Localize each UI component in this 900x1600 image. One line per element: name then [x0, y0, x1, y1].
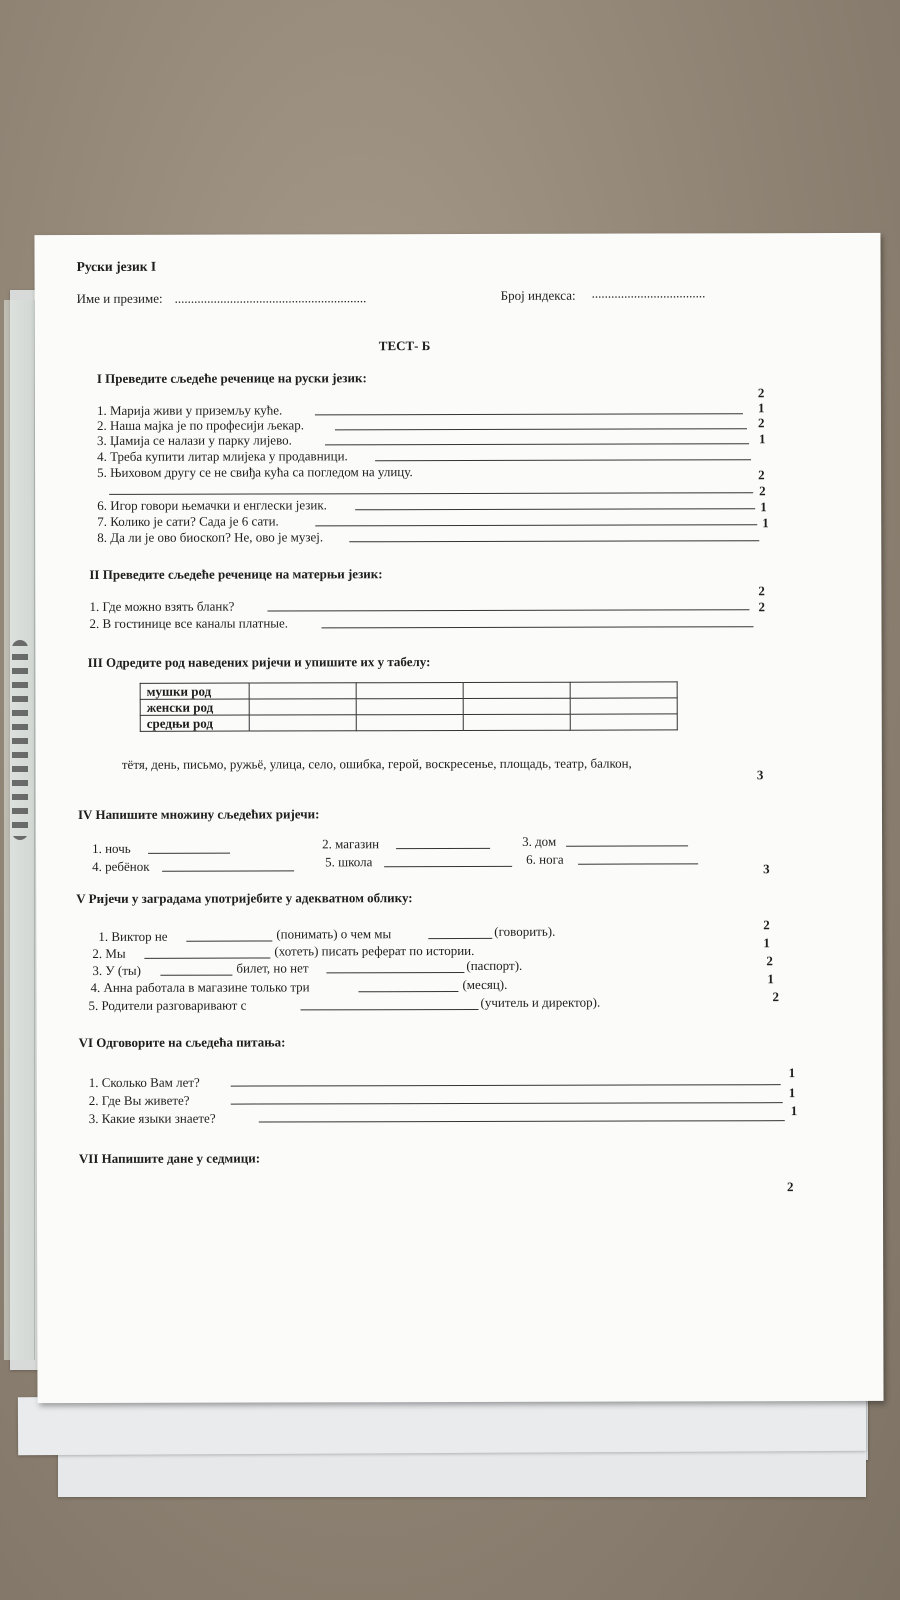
s1-answer-line-6[interactable]	[355, 508, 755, 510]
s6-item-2: 2. Где Вы живете?	[88, 1092, 190, 1108]
test-title: ТЕСТ- Б	[378, 338, 431, 354]
s5-score-3: 2	[766, 953, 773, 969]
test-page	[34, 233, 883, 1403]
row-label-neuter: средњи род	[140, 715, 249, 731]
s1-answer-line-1[interactable]	[315, 413, 743, 415]
s4-item-1: 1. ночь	[92, 840, 131, 856]
s4-item-5: 5. школа	[325, 854, 373, 870]
s4-answer-line-6[interactable]	[578, 863, 698, 864]
s6-answer-line-2[interactable]	[231, 1102, 783, 1104]
s6-answer-line-3[interactable]	[259, 1120, 785, 1122]
s2-score-1: 2	[758, 583, 765, 599]
s5-blank-3a[interactable]	[160, 975, 232, 976]
s1-answer-line-2[interactable]	[335, 428, 747, 430]
section-7-heading: VII Напишите дане у седмици:	[78, 1150, 261, 1166]
section-5-heading: V Ријечи у заградама употријебите у адекватном облику:	[76, 890, 413, 907]
s5-line-3-mid: билет, но нет	[236, 960, 309, 976]
table-cell[interactable]	[249, 715, 356, 731]
s4-answer-line-5[interactable]	[384, 866, 512, 867]
s5-line-4-end: (месяц).	[462, 976, 508, 992]
s1-item-7: 7. Колико је сати? Сада је 6 сати.	[97, 513, 279, 529]
table-row	[140, 682, 677, 699]
table-cell[interactable]	[463, 682, 570, 698]
s5-line-5-end: (учитель и директор).	[480, 994, 601, 1010]
s1-score-4: 1	[758, 431, 766, 447]
s1-item-3: 3. Џамија се налази у парку лијево.	[96, 432, 292, 448]
s1-score-6: 2	[759, 483, 766, 499]
s6-score-2: 1	[788, 1085, 796, 1101]
s1-score-1: 2	[757, 385, 765, 401]
s6-score-1: 1	[788, 1065, 796, 1081]
s2-item-1: 1. Где можно взять бланк?	[89, 598, 235, 614]
s5-line-4-start: 4. Анна работала в магазине только три	[90, 979, 310, 995]
s1-score-5: 2	[758, 467, 765, 483]
table-cell[interactable]	[570, 698, 677, 714]
s2-score-2: 2	[758, 599, 765, 615]
s5-blank-2[interactable]	[144, 957, 270, 958]
s5-blank-3b[interactable]	[326, 972, 464, 973]
course-title: Руски језик I	[76, 258, 157, 274]
section-1-heading: I Преведите сљедеће реченице на руски језик:	[96, 370, 367, 386]
s1-item-4: 4. Треба купити литар млијека у продавници.	[97, 448, 348, 464]
s4-item-2: 2. магазин	[322, 836, 380, 852]
binder-holes	[12, 640, 28, 840]
s5-blank-1b[interactable]	[428, 938, 492, 939]
s5-line-1-start: 1. Виктор не	[98, 928, 168, 944]
index-label: Број индекса:	[500, 287, 576, 303]
s5-blank-5[interactable]	[301, 1009, 479, 1010]
s4-answer-line-2[interactable]	[396, 848, 490, 849]
s5-line-5-start: 5. Родители разговаривают с	[88, 997, 247, 1013]
s4-answer-line-4[interactable]	[162, 870, 294, 871]
s4-score: 3	[763, 861, 770, 877]
table-cell[interactable]	[463, 698, 570, 714]
s5-line-3-start: 3. У (ты)	[92, 962, 141, 978]
s1-answer-line-5[interactable]	[109, 492, 753, 495]
row-label-masculine: мушки род	[140, 683, 249, 699]
table-cell[interactable]	[570, 682, 677, 698]
s6-item-3: 3. Какие языки знаете?	[88, 1110, 216, 1126]
name-field[interactable]: ...........................................................	[174, 290, 367, 306]
section-6-heading: VI Одговорите на сљедећа питања:	[78, 1034, 286, 1050]
section-4-heading: IV Напишите множину сљедећих ријечи:	[77, 806, 320, 822]
s5-score-4: 1	[767, 971, 774, 987]
s5-line-1-end: (говорить).	[494, 923, 556, 939]
table-cell[interactable]	[570, 714, 677, 730]
table-cell[interactable]	[463, 714, 570, 730]
s1-score-3: 2	[757, 415, 765, 431]
s1-item-8: 8. Да ли је ово биоскоп? Не, ово је музеј.	[97, 529, 324, 545]
s3-score: 3	[756, 767, 764, 783]
s6-item-1: 1. Сколько Вам лет?	[88, 1074, 200, 1090]
s6-answer-line-1[interactable]	[231, 1084, 781, 1086]
s7-score: 2	[786, 1179, 794, 1195]
s1-item-1: 1. Марија живи у приземљу куће.	[96, 402, 283, 418]
s5-blank-1a[interactable]	[186, 940, 272, 941]
word-list: тётя, день, письмо, ружьё, улица, село, ошибка, герой, воскресенье, площадь, театр, балкон,	[121, 755, 632, 772]
section-2-heading: II Преведите сљедеће реченице на матерњи језик:	[89, 566, 383, 582]
s5-score-5: 2	[772, 989, 779, 1005]
index-field[interactable]: ...................................	[591, 285, 706, 301]
s5-line-2-start: 2. Мы	[92, 945, 126, 961]
s5-blank-4[interactable]	[358, 991, 458, 992]
s1-score-2: 1	[757, 400, 765, 416]
name-label: Име и презиме:	[76, 290, 163, 306]
section-3-heading: III Одредите род наведених ријечи и упишите их у табелу:	[87, 654, 431, 670]
table-row	[140, 714, 677, 731]
s1-answer-line-7[interactable]	[315, 524, 757, 526]
s5-score-1: 2	[763, 917, 770, 933]
s1-item-2: 2. Наша мајка је по професији љекар.	[96, 417, 305, 433]
s2-answer-line-1[interactable]	[267, 609, 749, 611]
table-row	[140, 698, 677, 715]
s4-answer-line-1[interactable]	[148, 853, 230, 854]
row-label-feminine: женски род	[140, 699, 249, 715]
s4-item-3: 3. дом	[522, 833, 557, 849]
table-cell[interactable]	[356, 682, 463, 698]
table-cell[interactable]	[249, 683, 356, 699]
s1-item-6: 6. Игор говори њемачки и енглески језик.	[97, 497, 327, 513]
table-cell[interactable]	[356, 714, 463, 730]
gender-table	[140, 681, 678, 731]
s5-line-1-mid: (понимать) о чем мы	[276, 926, 392, 942]
s1-item-5: 5. Њиховом другу се не свиђа кућа са погледом на улицу.	[97, 464, 413, 480]
table-cell[interactable]	[356, 698, 463, 714]
s5-line-2-end: (хотеть) писать реферат по истории.	[274, 942, 475, 959]
table-cell[interactable]	[249, 699, 356, 715]
s5-line-3-end: (паспорт).	[466, 957, 523, 973]
s1-score-8: 1	[762, 515, 769, 531]
s4-answer-line-3[interactable]	[566, 845, 688, 846]
s4-item-4: 4. ребёнок	[92, 858, 150, 874]
s1-answer-line-3[interactable]	[325, 443, 749, 445]
s1-answer-line-4[interactable]	[375, 459, 751, 461]
s2-item-2: 2. В гостинице все каналы платные.	[89, 615, 289, 631]
s1-score-7: 1	[760, 499, 767, 515]
s2-answer-line-2[interactable]	[322, 626, 754, 628]
s5-score-2: 1	[763, 935, 770, 951]
s4-item-6: 6. нога	[526, 851, 564, 867]
s1-answer-line-8[interactable]	[349, 540, 759, 542]
s6-score-3: 1	[790, 1103, 798, 1119]
